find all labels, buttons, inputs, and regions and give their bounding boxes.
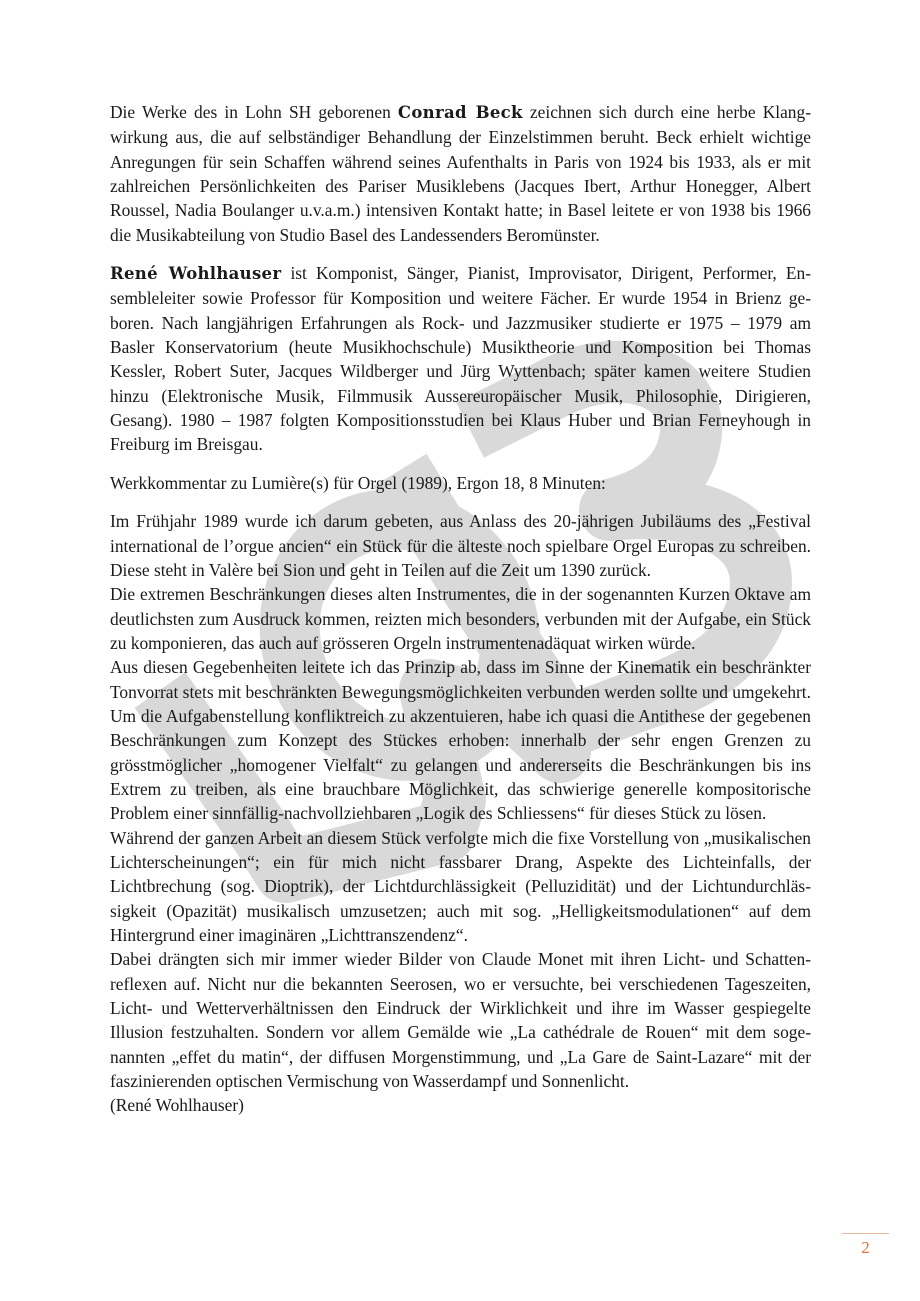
commentary-paragraph: Im Frühjahr 1989 wurde ich darum gebeten, aus Anlass des 20-jährigen Jubiläums des „Festival international de l’orgue ancien“ ein Stück für die älteste noch spielbare Orgel Europas zu schreiben. Diese steht in Valère bei Sion und geht in Teilen auf die Zeit um 1390 zurück. [110,511,811,580]
page-number: 2 [861,1238,870,1257]
commentary-paragraph: Aus diesen Gegebenheiten leitete ich das Prinzip ab, dass im Sinne der Kinematik ein beschränkter Tonvorrat stets mit beschränkten Bewegungsmöglichkeiten verbunden werden sollte und umgekehrt. Um die Aufgabenstellung konfliktreich zu akzentuieren, habe ich quasi die Antithese der gegebenen Beschränkungen zum Konzept des Stückes erhoben: innerhalb der sehr engen Grenzen zu grösstmöglicher „homogener Vielfalt“ zu gelangen und andererseits die Beschränkungen bis ins Extrem zu treiben, als eine brauchbare Möglichkeit, das schwierige generelle kompositorische Problem einer sinnfällig-nachvollziehbaren „Logik des Schliessens“ für dieses Stück zu lösen. [110,657,811,824]
werkkommentar-heading: Werkkommentar zu Lumière(s) für Orgel (1989), Ergon 18, 8 Minuten: [110,472,606,493]
paragraph-text: Die Werke des in Lohn SH geborenen [110,102,398,122]
paragraph-rene-wohlhauser [110,261,811,457]
paragraph-conrad-beck [110,100,811,247]
commentary-paragraph: Während der ganzen Arbeit an diesem Stück verfolgte mich die fixe Vorstellung von „musikalischen Lichterscheinungen“; ein für mich nicht fassbarer Drang, Aspekte des Lichteinfalls, der Lichtbrechung (sog. Dioptrik), der Lichtdurchlässigkeit (Pelluzidität) und der Lichtundurchlässigkeit (Opazität) musikalisch umzusetzen; auch mit sog. „Helligkeitsmodulationen“ auf dem Hintergrund einer imaginären „Lichttranszendenz“. [110,827,811,945]
page-content [110,100,811,1118]
commentary-paragraph: Dabei drängten sich mir immer wieder Bilder von Claude Monet mit ihren Licht- und Schattenreflexen auf. Nicht nur die bekannten Seerosen, wo er versuchte, bei verschiedenen Tageszeiten, Licht- und Wetterverhältnissen den Eindruck der Wirklichkeit und ihre im Wasser gespiegelte Illusion festzuhalten. Sondern vor allem Gemälde wie „La cathédrale de Rouen“ mit dem sogenannten „effet du matin“, der diffusen Morgenstimmung, und „La Gare de Saint-Lazare“ mit der faszinierenden optischen Vermischung von Wasserdampf und Sonnenlicht. [110,949,811,1092]
page-number-rule [842,1233,889,1234]
commentary-signature: (René Wohlhauser) [110,1095,244,1116]
commentary-paragraph: Die extremen Beschränkungen dieses alten Instrumentes, die in der sogenannten Kurzen Oktave am deutlichsten zum Ausdruck kommen, reizten mich besonders, verbunden mit der Aufgabe, ein Stück zu komponieren, das auch auf grösseren Orgeln instrumentenadäquat wirken würde. [110,584,811,653]
commentary-block [110,509,811,1118]
paragraph-text: ist Komponist, Sänger, Pianist, Improvisator, Dirigent, Performer, Ensembleleiter sowie Professor für Komposition und weitere Fächer. Er wurde 1954 in Brienz geboren. Nach langjährigen Erfahrungen als Rock- und Jazzmusiker studierte er 1975 – 1979 am Basler Konservatorium (heute Musikhochschule) Musiktheorie und Komposition bei Thomas Kessler, Robert Suter, Jacques Wildberger und Jürg Wyttenbach; später kamen weitere Studien hinzu (Elektronische Musik, Filmmusik Aussereuropäischer Musik, Philosophie, Dirigieren, Gesang). 1980 – 1987 folgten Kompositionsstudien bei Klaus Huber und Brian Ferneyhough in Freiburg im Breisgau. [110,263,811,455]
composer-name-conrad-beck: Conrad Beck [397,103,523,122]
composer-name-rene-wohlhauser: René Wohlhauser [110,264,282,284]
paragraph-text: zeichnen sich durch eine herbe Klangwirkung aus, die auf selbständiger Behandlung der Einzelstimmen beruht. Beck erhielt wichtige Anregungen für sein Schaffen während seines Aufenthalts in Paris von 1924 bis 1933, als er mit zahlreichen Persönlichkeiten des Pariser Musiklebens (Jacques Ibert, Arthur Honegger, Albert Roussel, Nadia Boulanger u.v.a.m.) intensiven Kontakt hatte; in Basel leitete er von 1938 bis 1966 die Musikabteilung von Studio Basel des Landessenders Beromünster. [110,102,811,245]
